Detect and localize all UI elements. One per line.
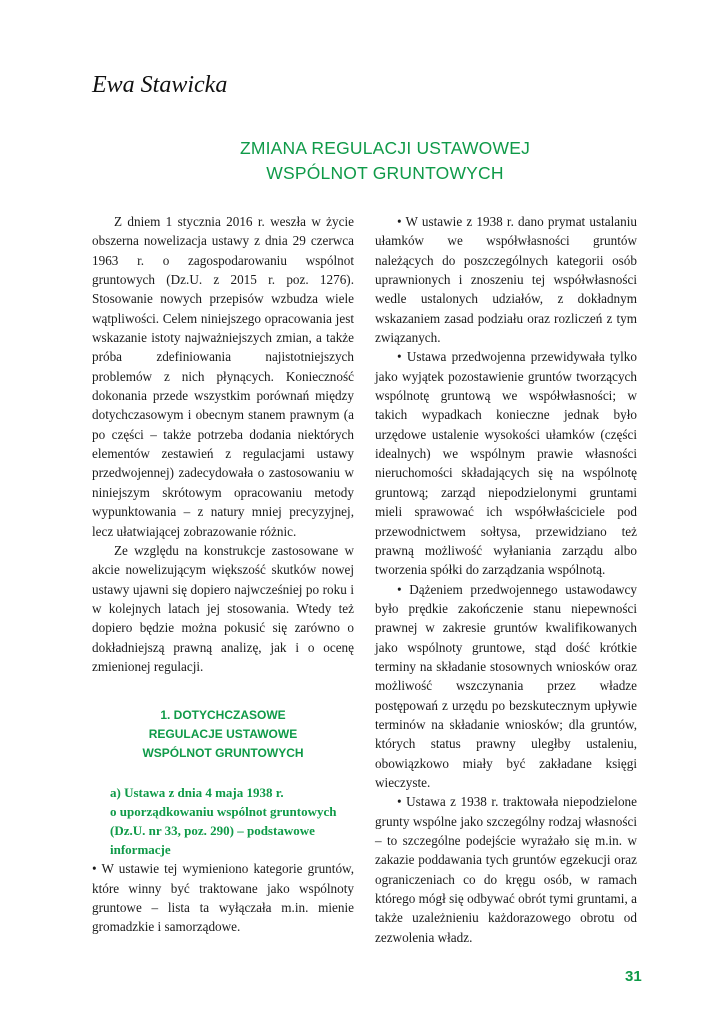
section-heading-line: WSPÓLNOT GRUNTOWYCH [142,746,304,761]
bullet-paragraph: • Ustawa przedwojenna przewidywała tylko jako wyjątek pozostawienie gruntów tworzących wspólnotę gruntową we współwłasności; w takich wypadkach konieczne jednak było urzędowe ustalenie wysokości ułamków (części idealnych) we wspólnym prawie własności nieruchomości składających się na wspólnotę gruntową; zarząd niepodzielonymi gruntami mieli sprawować ich współwłaściciele pod przewodnictwem sołtysa, przewidziano też prawną możliwość wyłaniania zarządu albo tworzenia spółki do zarządzania wspólnotą. [375,349,637,578]
bullet-paragraph: • W ustawie z 1938 r. dano prymat ustalaniu ułamków we współwłasności gruntów należących do poszczególnych kategorii osób uprawnionych i znoszeniu tej współwłasności wedle ustalonych udziałów, z dokładnym wskazaniem zasad podziału oraz rozliczeń z tym związanych. [375,214,637,346]
article-title [150,136,620,186]
page-number: 31 [625,968,642,985]
right-column [375,212,637,947]
bullet-paragraph: • W ustawie tej wymieniono kategorie gruntów, które winny być traktowane jako wspólnoty gruntowe – lista ta wyłączała m.in. mienie gromadzkie i samorządowe. [92,861,354,935]
subsection-heading-line: (Dz.U. nr 33, poz. 290) – podstawowe [110,823,315,839]
title-line-2: WSPÓLNOT GRUNTOWYCH [266,163,504,183]
subsection-heading-line: a) Ustawa z dnia 4 maja 1938 r. [110,785,284,801]
subsection-heading-a [110,783,354,859]
subsection-heading-line: o uporządkowaniu wspólnot gruntowych [110,804,337,820]
bullet-paragraph: • Ustawa z 1938 r. traktowała niepodzielone grunty wspólne jako szczególny rodzaj własności – to szczególne podejście wyrażało się m.in. w zakazie poddawania tych gruntów egzekucji oraz ograniczeniach co do kręgu osób, w ramach którego mógł się odbywać obrót tymi gruntami, a także uzależnieniu każdorazowego obrotu od zezwolenia władz. [375,794,637,945]
title-line-1: ZMIANA REGULACJI USTAWOWEJ [239,138,531,158]
section-heading-line: REGULACJE USTAWOWE [148,727,298,742]
intro-paragraph: Z dniem 1 stycznia 2016 r. weszła w życie obszerna nowelizacja ustawy z dnia 29 czerwca 1963 r. o zagospodarowaniu wspólnot gruntowych (Dz.U. z 2015 r. poz. 1276). Stosowanie nowych przepisów wzbudza wiele wątpliwości. Celem niniejszego opracowania jest wskazanie istoty najważniejszych zmian, a także próba zdefiniowania najistotniejszych problemów z nich płynących. Konieczność dokonania przede wszystkim porównań między dotychczasowym i obecnym stanem prawnym (a po części – także potrzeba dodania niektórych elementów zestawień z regulacjami ustawy przedwojennej) zadecydowała o zastosowaniu w niniejszym skrótowym opracowaniu metody wypunktowania – z natury mniej precyzyjnej, lecz ułatwiającej zobrazowanie różnic. [92,214,354,539]
author-name: Ewa Stawicka [92,72,228,98]
subsection-heading-line: informacje [110,842,171,858]
section-heading-line: 1. DOTYCHCZASOWE [160,708,286,723]
section-heading-1 [92,706,354,763]
left-column [92,212,354,937]
bullet-paragraph: • Dążeniem przedwojennego ustawodawcy było prędkie zakończenie stanu niepewności prawnej w zakresie gruntów kwalifikowanych jako wspólnoty gruntowe, stąd dość krótkie terminy na składanie stosownych wniosków oraz możliwość wszczynania przez władze postępowań z urzędu po bezskutecznym upływie terminów na składanie wniosków; dla gruntów, których status prawny uległby ustaleniu, obowiązkowo miały być zakładane księgi wieczyste. [375,581,637,790]
scope-paragraph: Ze względu na konstrukcje zastosowane w akcie nowelizującym większość skutków nowej ustawy ujawni się dopiero najwcześniej po roku i w kolejnych latach jej stosowania. Wtedy też dopiero będzie można pokusić się zarówno o dokładniejszą prawną analizę, jak i o ocenę zmienionej regulacji. [92,542,354,674]
